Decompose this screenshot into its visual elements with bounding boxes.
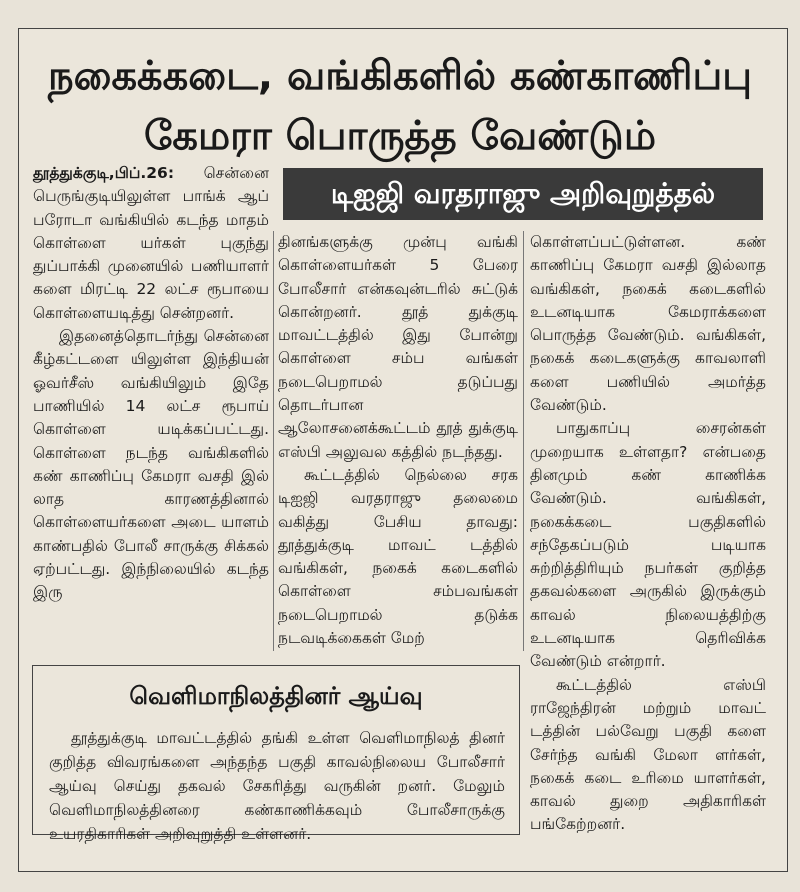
column-divider xyxy=(273,231,274,651)
paragraph: தூத்துக்குடி மாவட்டத்தில் தங்கி உள்ள வெளிமாநிலத் தினர் குறித்த விவரங்களை அந்தந்த பகுதி காவல்நிலைய போலீசார் ஆய்வு செய்து தகவல் சேகரித்து வருகின் றனர். மேலும் வெளிமாநிலத்தினரை கண்காணிக்கவும் போலீசாருக்கு உயரதிகாரிகள் அறிவுறுத்தி உள்ளனர். xyxy=(49,729,505,843)
sidebar-box-body xyxy=(49,726,505,846)
paragraph: சென்னை பெருங்குடியிலுள்ள பாங்க் ஆப் பரோடா வங்கியில் கடந்த மாதம் கொள்ளை யர்கள் புகுந்து துப்பாக்கி முனையில் பணியாளர் களை மிரட்டி 22 லட்ச ரூபாயை கொள்ளையடித்து சென்றனர். xyxy=(33,164,269,322)
headline-line-2: கேமரா பொருத்த வேண்டும் xyxy=(143,113,657,159)
column-divider xyxy=(523,231,524,651)
paragraph: பாதுகாப்பு சைரன்கள் முறையாக உள்ளதா? என்பதை தினமும் கண் காணிக்க வேண்டும். வங்கிகள், நகைக்கடை பகுதிகளில் சந்தேகப்படும் படியாக சுற்றித்திரியும் நபர்கள் குறித்த தகவல்களை அருகில் இருக்கும் காவல் நிலையத்திற்கு உடனடியாக தெரிவிக்க வேண்டும் என்றார். xyxy=(530,419,766,671)
headline xyxy=(30,46,770,166)
dateline: தூத்துக்குடி,பிப்.26: xyxy=(33,164,175,182)
article-column-1 xyxy=(33,162,269,605)
paragraph: கூட்டத்தில் நெல்லை சரக டிஐஜி வரதராஜு தலைமை வகித்து பேசிய தாவது: தூத்துக்குடி மாவட் டத்தில் வங்கிகள், நகைக் கடைகளில் கொள்ளை சம்பவங்கள் நடைபெறாமல் தடுக்க நடவடிக்கைகள் மேற் xyxy=(278,465,518,648)
sidebar-box-title: வெளிமாநிலத்தினர் ஆய்வு xyxy=(129,682,423,710)
paragraph: கூட்டத்தில் எஸ்பி ராஜேந்திரன் மற்றும் மாவட் டத்தின் பல்வேறு பகுதி களை சேர்ந்த வங்கி மேலா ளர்கள், நகைக் கடை உரிமை யாளர்கள், காவல் துறை அதிகாரிகள் பங்கேற்றனர். xyxy=(530,675,766,834)
subheadline-banner: டிஐஜி வரதராஜு அறிவுறுத்தல் xyxy=(283,168,763,220)
article-column-3 xyxy=(530,231,766,837)
paragraph: கொள்ளப்பட்டுள்ளன. கண் காணிப்பு கேமரா வசதி இல்லாத வங்கிகள், நகைக் கடைகளில் உடனடியாக கேமராக்களை பொருத்த வேண்டும். வங்கிகள், நகைக் கடைகளுக்கு காவலாளி களை பணியில் அமர்த்த வேண்டும். xyxy=(530,233,766,415)
paragraph: தினங்களுக்கு முன்பு வங்கி கொள்ளையர்கள் 5 பேரை போலீசார் என்கவுன்டரில் சுட்டுக் கொன்றனர். தூத் துக்குடி மாவட்டத்தில் இது போன்று கொள்ளை சம்ப வங்கள் நடைபெறாமல் தடுப்பது தொடர்பான ஆலோசனைக்கூட்டம் தூத் துக்குடி எஸ்பி அலுவல கத்தில் நடந்தது. xyxy=(278,233,518,461)
sidebar-box xyxy=(32,665,520,843)
paragraph: இதனைத்தொடர்ந்து சென்னை கீழ்கட்டளை யிலுள்ள இந்தியன் ஓவர்சீஸ் வங்கியிலும் இதே பாணியில் 14 லட்ச ரூபாய் கொள்ளை யடிக்கப்பட்டது. கொள்ளை நடந்த வங்கிகளில் கண் காணிப்பு கேமரா வசதி இல் லாத காரணத்தினால் கொள்ளையர்களை அடை யாளம் காண்பதில் போலீ சாருக்கு சிக்கல் ஏற்பட்டது. இந்நிலையில் கடந்த இரு xyxy=(33,327,269,602)
headline-line-1: நகைக்கடை, வங்கிகளில் கண்காணிப்பு xyxy=(47,53,753,99)
article-column-2 xyxy=(278,231,518,650)
